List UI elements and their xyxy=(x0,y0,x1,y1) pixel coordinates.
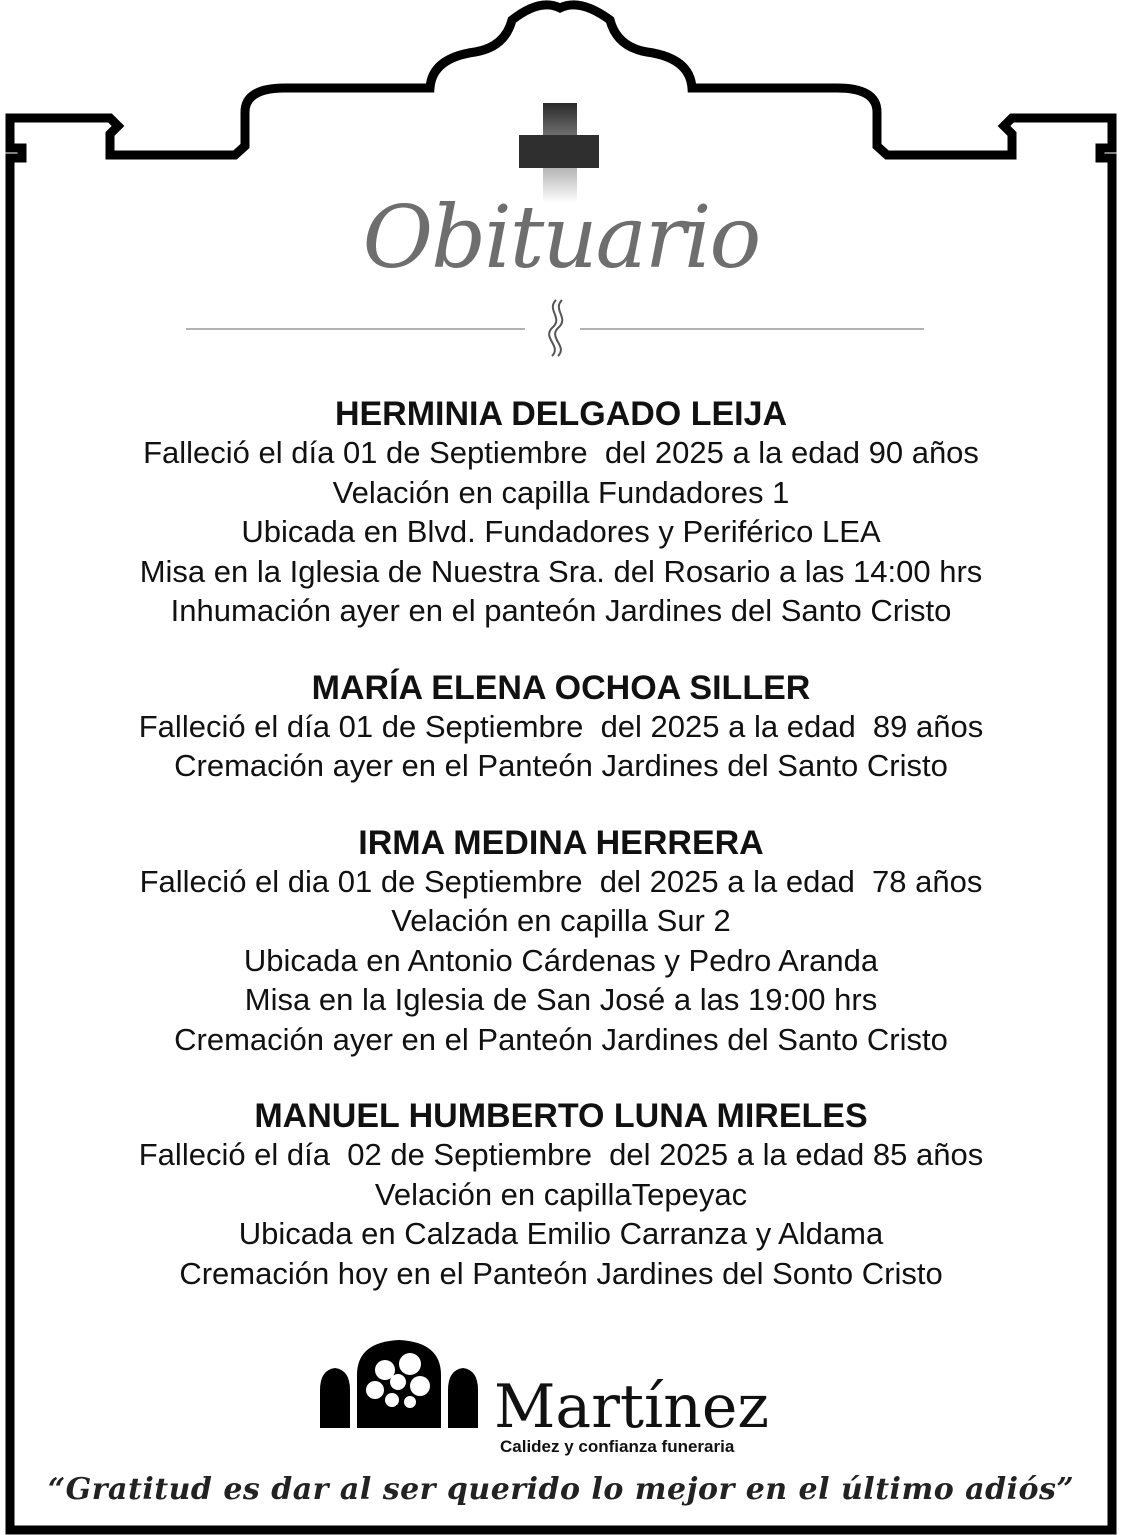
page-title: Obituario xyxy=(362,188,760,288)
obituary-entry xyxy=(0,824,1122,1060)
obituary-entry xyxy=(0,1097,1122,1293)
detail-line: Cremación ayer en el Panteón Jardines del Santo Cristo xyxy=(174,748,948,783)
detail-line: Misa en la Iglesia de San José a las 19:00 hrs xyxy=(244,982,878,1017)
detail-line: Ubicada en Blvd. Fundadores y Periférico LEA xyxy=(241,514,881,549)
chapel-tree-logo xyxy=(320,1340,478,1428)
brand-tagline: Calidez y confianza funeraria xyxy=(500,1437,735,1456)
detail-line: Falleció el dia 01 de Septiembre del 2025 a la edad 78 años xyxy=(139,863,983,899)
detail-line: Falleció el día 01 de Septiembre del 2025 a la edad 90 años xyxy=(143,435,979,470)
detail-line: Cremación ayer en el Panteón Jardines del Santo Cristo xyxy=(174,1021,948,1057)
detail-line: Velación en capilla Fundadores 1 xyxy=(332,474,790,510)
obituary-entry xyxy=(0,395,1122,631)
ornament-icon xyxy=(549,300,562,356)
obituary-list xyxy=(0,395,1122,1331)
brand-name: Martínez xyxy=(494,1372,769,1442)
detail-line: Velación en capilla Sur 2 xyxy=(391,903,731,938)
detail-line: Falleció el día 01 de Septiembre del 2025 a la edad 89 años xyxy=(138,708,984,744)
obituary-entry xyxy=(0,669,1122,786)
detail-line: Ubicada en Calzada Emilio Carranza y Aldama xyxy=(238,1216,884,1251)
detail-line: Velación en capillaTepeyac xyxy=(374,1176,748,1212)
detail-line: Falleció el día 02 de Septiembre del 2025 a la edad 85 años xyxy=(138,1137,984,1172)
detail-line: Inhumación ayer en el panteón Jardines del Santo Cristo xyxy=(170,593,952,628)
deceased-name: HERMINIA DELGADO LEIJA xyxy=(334,395,788,433)
deceased-name: MANUEL HUMBERTO LUNA MIRELES xyxy=(254,1097,868,1135)
closing-quote: “Gratitud es dar al ser querido lo mejor en el último adiós” xyxy=(47,1472,1075,1507)
detail-line: Ubicada en Antonio Cárdenas y Pedro Aranda xyxy=(243,942,879,978)
deceased-name: IRMA MEDINA HERRERA xyxy=(358,823,764,862)
detail-line: Cremación hoy en el Panteón Jardines del Sonto Cristo xyxy=(179,1255,943,1291)
deceased-name: MARÍA ELENA OCHOA SILLER xyxy=(311,668,811,707)
detail-line: Misa en la Iglesia de Nuestra Sra. del Rosario a las 14:00 hrs xyxy=(139,553,983,589)
